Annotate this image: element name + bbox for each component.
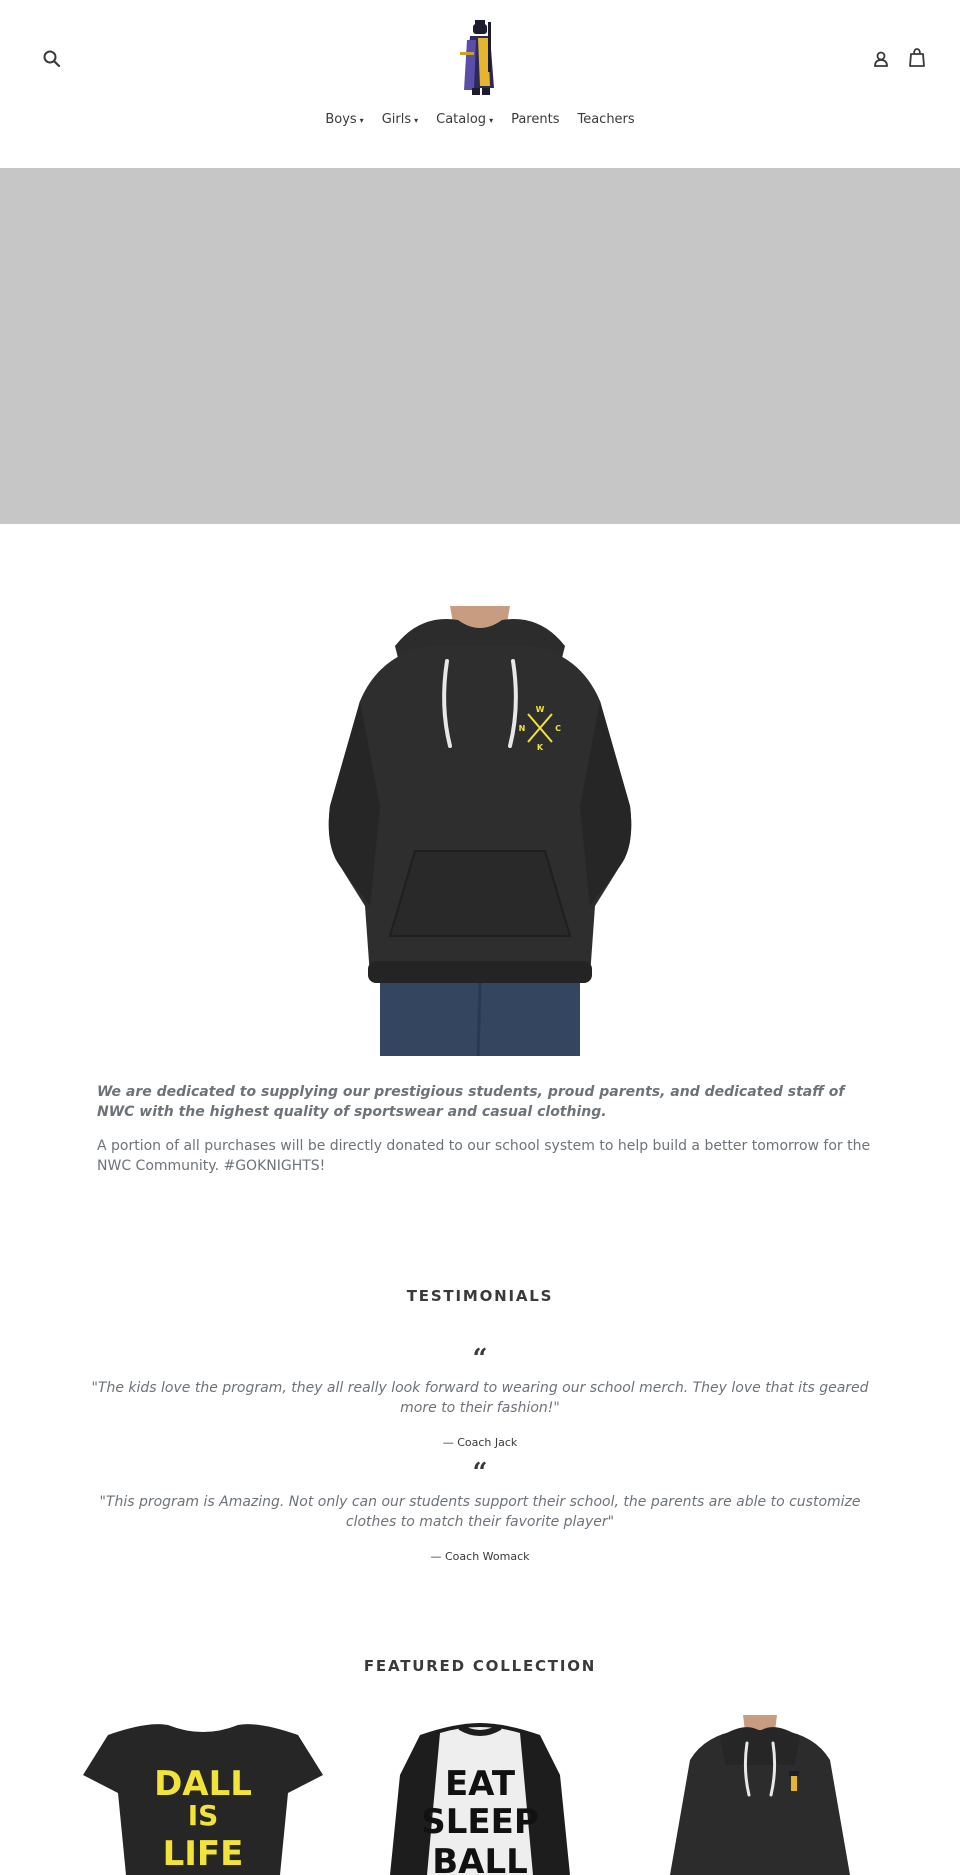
site-header xyxy=(0,0,960,168)
hoodie-image xyxy=(300,606,660,1056)
product-card-dall-is-life[interactable] xyxy=(68,1715,338,1875)
testimonial-quote: "The kids love the program, they all really look forward to wearing our school merch. They love that its geared more to their fashion!" xyxy=(91,1380,869,1416)
user-icon[interactable] xyxy=(869,47,893,71)
logo-letter-k: K xyxy=(536,743,544,752)
product-graphic-line: LIFE xyxy=(162,1834,244,1874)
product-graphic-line: BALL xyxy=(432,1842,528,1875)
quote-icon: “ xyxy=(472,1458,488,1488)
testimonial-author: — Coach Jack xyxy=(442,1436,518,1449)
nav-item-label: Girls xyxy=(381,112,412,127)
nav-item-label: Catalog xyxy=(436,112,487,127)
chevron-down-icon: ▾ xyxy=(414,116,419,125)
logo-letter-n: N xyxy=(518,724,526,733)
testimonial-quote: "This program is Amazing. Not only can our students support their school, the parents are able to customize clothes to match their favorite player" xyxy=(99,1494,861,1530)
product-graphic-line: EAT xyxy=(444,1764,516,1804)
chevron-down-icon: ▾ xyxy=(359,116,364,125)
logo-letter-c: C xyxy=(555,724,561,733)
nav-item-label: Teachers xyxy=(577,112,635,127)
nav-item-label: Parents xyxy=(511,112,560,127)
nav-item-boys[interactable] xyxy=(316,112,372,127)
cart-icon[interactable] xyxy=(904,45,930,71)
product-card-knight-hoodie[interactable] xyxy=(625,1715,895,1875)
search-icon[interactable] xyxy=(40,47,64,71)
product-graphic-line: DALL xyxy=(154,1764,252,1804)
nav-item-girls[interactable] xyxy=(373,112,427,127)
testimonial-item xyxy=(80,1344,880,1449)
logo-letter-w: W xyxy=(535,705,545,714)
nav-item-catalog[interactable] xyxy=(427,112,502,127)
product-card-eat-sleep-ball[interactable] xyxy=(345,1715,615,1875)
product-graphic-line: SLEEP xyxy=(421,1802,539,1842)
feature-text-block xyxy=(97,1082,879,1176)
feature-heading: We are dedicated to supplying our prestigious students, proud parents, and dedicated staff of NWC with the highest quality of sportswear and casual clothing. xyxy=(97,1084,845,1120)
knight-logo[interactable] xyxy=(458,18,502,96)
feature-body: A portion of all purchases will be directly donated to our school system to help build a better tomorrow for the NWC Community. #GOKNIGHTS! xyxy=(97,1138,871,1174)
testimonials-title: TESTIMONIALS xyxy=(406,1287,554,1305)
featured-collection-title: FEATURED COLLECTION xyxy=(363,1657,597,1675)
testimonial-author: — Coach Womack xyxy=(430,1550,530,1563)
testimonial-item xyxy=(80,1458,880,1563)
product-graphic-line: IS xyxy=(187,1799,219,1832)
quote-icon: “ xyxy=(472,1344,488,1374)
nav-item-parents[interactable] xyxy=(502,112,568,127)
main-nav xyxy=(0,112,960,127)
nav-item-teachers[interactable] xyxy=(568,112,643,127)
hero-slideshow[interactable] xyxy=(0,168,960,524)
nav-item-label: Boys xyxy=(325,112,357,127)
chevron-down-icon: ▾ xyxy=(489,116,494,125)
